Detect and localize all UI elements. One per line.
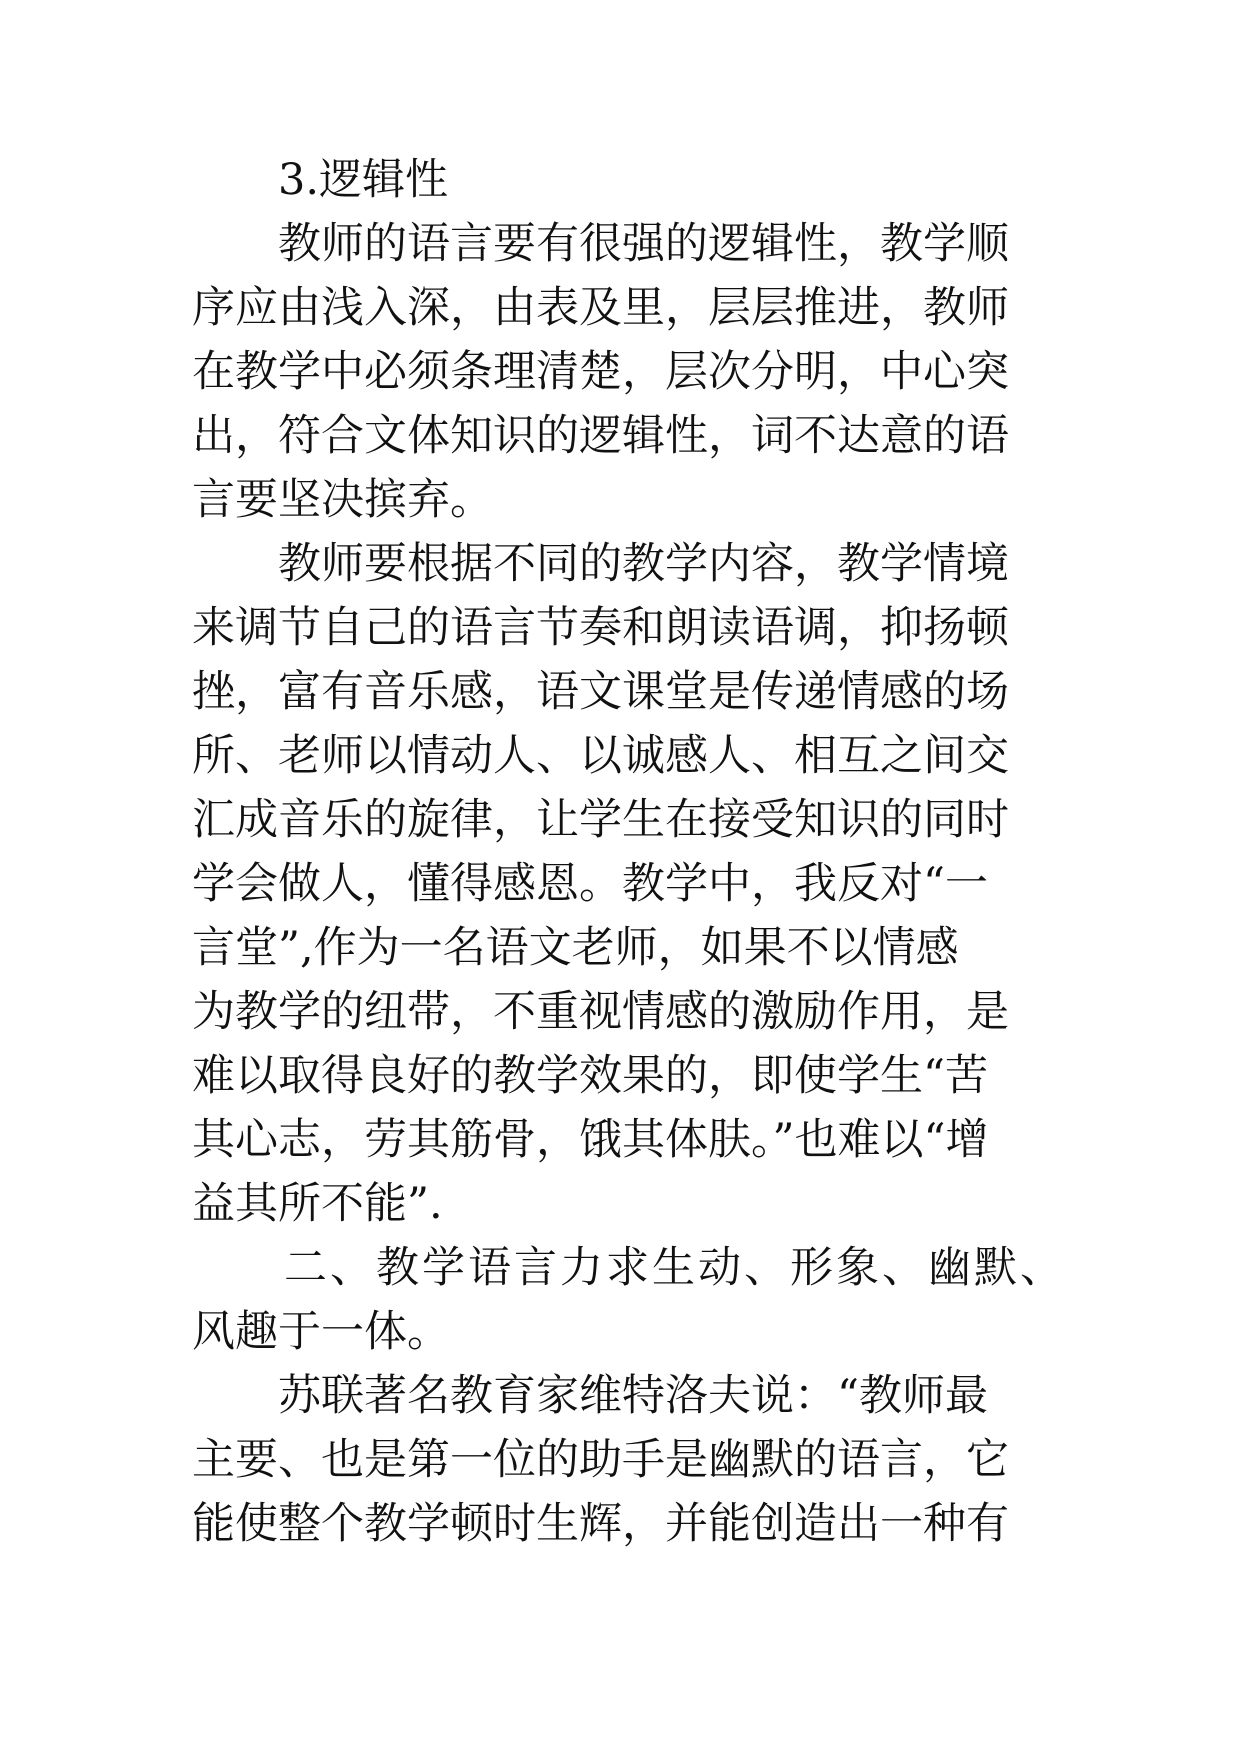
paragraph-line: 能使整个教学顿时生辉，并能创造出一种有	[192, 1499, 1009, 1549]
paragraph-line: 风趣于一体。	[192, 1307, 450, 1357]
paragraph-line: 主要、也是第一位的助手是幽默的语言，它	[192, 1435, 1009, 1485]
paragraph-line: 挫，富有音乐感，语文课堂是传递情感的场	[192, 667, 1009, 717]
paragraph-line: 来调节自己的语言节奏和朗读语调，抑扬顿	[192, 603, 1009, 653]
paragraph-line: 苏联著名教育家维特洛夫说：“教师最	[278, 1371, 988, 1421]
paragraph-line: 所、老师以情动人、以诚感人、相互之间交	[192, 731, 1009, 781]
section-heading: 二、教学语言力求生动、形象、幽默、	[284, 1243, 1066, 1293]
paragraph-line: 教师的语言要有很强的逻辑性，教学顺	[278, 219, 1009, 269]
paragraph-line: 出，符合文体知识的逻辑性，词不达意的语	[192, 411, 1009, 461]
paragraph-line: 教师要根据不同的教学内容，教学情境	[278, 539, 1009, 589]
paragraph-line: 言堂”,作为一名语文老师，如果不以情感	[192, 923, 959, 973]
paragraph-line: 在教学中必须条理清楚，层次分明，中心突	[192, 347, 1009, 397]
paragraph-line: 为教学的纽带，不重视情感的激励作用，是	[192, 987, 1009, 1037]
paragraph-line: 汇成音乐的旋律，让学生在接受知识的同时	[192, 795, 1009, 845]
paragraph-line: 其心志，劳其筋骨，饿其体肤。”也难以“增	[192, 1115, 989, 1165]
paragraph-line: 难以取得良好的教学效果的，即使学生“苦	[192, 1051, 988, 1101]
paragraph-line: 言要坚决摈弃。	[192, 475, 493, 525]
section-heading: 3.逻辑性	[278, 155, 449, 205]
paragraph-line: 益其所不能”.	[192, 1179, 443, 1229]
body-text	[192, 148, 1066, 1556]
paragraph-line: 序应由浅入深，由表及里，层层推进，教师	[192, 283, 1009, 333]
paragraph-line: 学会做人，懂得感恩。教学中，我反对“一	[192, 859, 988, 909]
